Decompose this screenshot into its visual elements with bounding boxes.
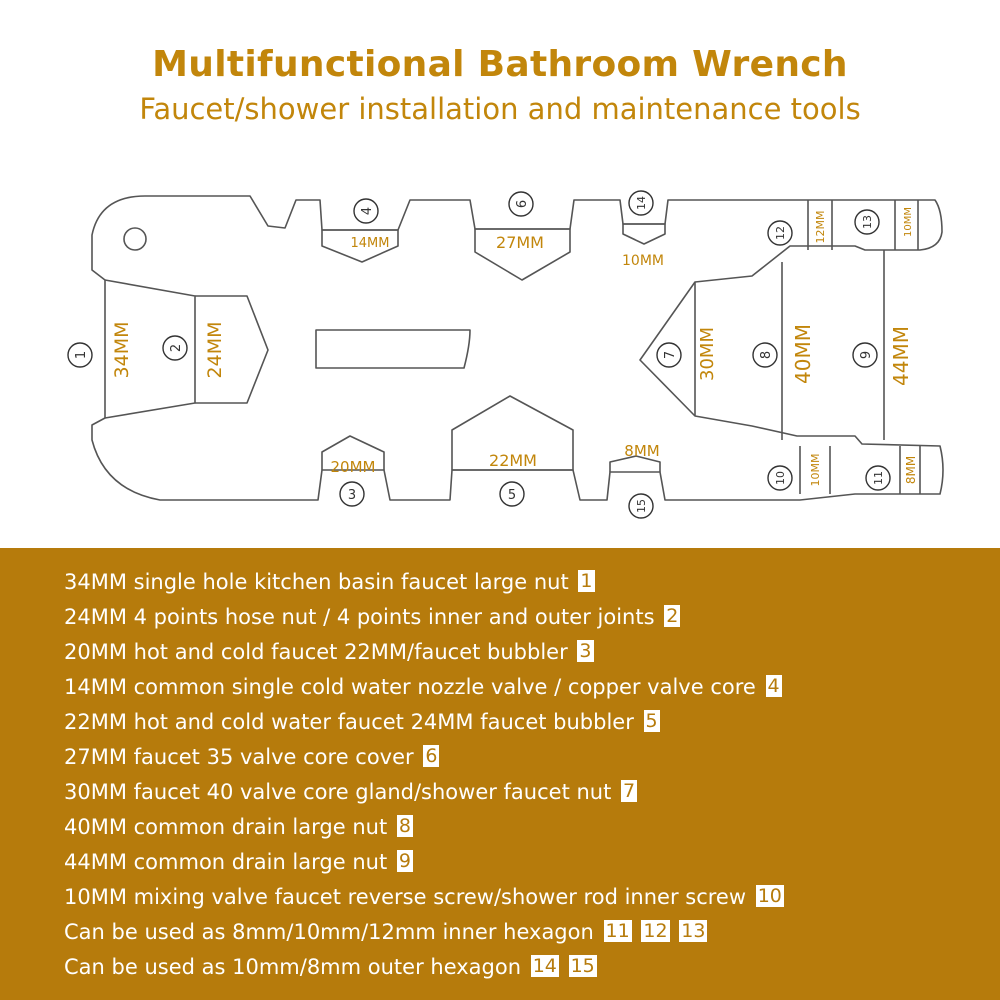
number-badge: 10 — [757, 885, 782, 907]
description-text: Can be used as 8mm/10mm/12mm inner hexagon — [64, 920, 594, 944]
number-badge: 4 — [767, 675, 780, 697]
list-item — [64, 810, 994, 845]
marker-10: 10 — [774, 471, 787, 485]
page-title: Multifunctional Bathroom Wrench — [152, 44, 848, 85]
number-badge: 15 — [570, 955, 595, 977]
list-item — [64, 740, 994, 775]
size-label-22: 22MM — [489, 451, 537, 470]
description-text: 40MM common drain large nut — [64, 815, 388, 839]
number-badge: 14 — [532, 955, 557, 977]
description-text: 14MM common single cold water nozzle valve / copper valve core — [64, 675, 756, 699]
marker-9: 9 — [859, 350, 874, 360]
list-item — [64, 775, 994, 810]
marker-12: 12 — [774, 226, 787, 240]
number-badge: 2 — [666, 605, 679, 627]
description-text: 34MM single hole kitchen basin faucet large nut — [64, 570, 569, 594]
list-item — [64, 880, 994, 915]
marker-13: 13 — [861, 215, 874, 229]
number-badge: 12 — [643, 920, 668, 942]
description-list — [64, 565, 994, 985]
size-label-12: 12MM — [814, 210, 827, 244]
number-badge: 9 — [398, 850, 411, 872]
number-badge: 5 — [645, 710, 658, 732]
number-badge: 6 — [425, 745, 438, 767]
marker-1: 1 — [74, 350, 89, 360]
list-item — [64, 950, 994, 985]
marker-14: 14 — [635, 196, 648, 210]
size-label-27: 27MM — [496, 233, 544, 252]
marker-11: 11 — [872, 471, 885, 485]
center-slot — [316, 330, 470, 368]
description-text: 27MM faucet 35 valve core cover — [64, 745, 414, 769]
size-label-8-outer: 8MM — [624, 442, 660, 460]
marker-6: 6 — [515, 199, 530, 209]
size-label-30: 30MM — [697, 327, 718, 381]
description-text: 20MM hot and cold faucet 22MM/faucet bubbler — [64, 640, 568, 664]
number-badge: 1 — [580, 570, 593, 592]
marker-8: 8 — [759, 350, 774, 360]
description-text: Can be used as 10mm/8mm outer hexagon — [64, 955, 522, 979]
hang-hole — [124, 228, 146, 250]
list-item — [64, 915, 994, 950]
description-text: 22MM hot and cold water faucet 24MM faucet bubbler — [64, 710, 634, 734]
size-label-20: 20MM — [330, 458, 376, 476]
marker-5: 5 — [507, 488, 517, 503]
marker-15: 15 — [635, 499, 648, 513]
description-text: 30MM faucet 40 valve core gland/shower faucet nut — [64, 780, 612, 804]
size-label-8-inner: 8MM — [904, 455, 918, 485]
list-item — [64, 600, 994, 635]
number-badge: 3 — [579, 640, 592, 662]
page-subtitle: Faucet/shower installation and maintenance tools — [139, 92, 861, 126]
list-item — [64, 565, 994, 600]
number-badge: 13 — [681, 920, 706, 942]
size-label-14: 14MM — [350, 236, 390, 251]
size-label-10-inner-top: 10MM — [903, 207, 914, 237]
size-label-24: 24MM — [204, 321, 226, 379]
marker-4: 4 — [360, 206, 375, 216]
list-item — [64, 845, 994, 880]
description-text: 24MM 4 points hose nut / 4 points inner and outer joints — [64, 605, 655, 629]
number-badge: 8 — [398, 815, 411, 837]
size-label-44: 44MM — [889, 326, 913, 386]
size-label-34: 34MM — [111, 321, 133, 379]
list-item — [64, 670, 994, 705]
list-item — [64, 705, 994, 740]
number-badge: 11 — [605, 920, 630, 942]
description-text: 44MM common drain large nut — [64, 850, 388, 874]
description-text: 10MM mixing valve faucet reverse screw/shower rod inner screw — [64, 885, 747, 909]
marker-7: 7 — [663, 350, 678, 360]
list-item — [64, 635, 994, 670]
size-label-10-inner-bottom: 10MM — [809, 453, 822, 487]
number-badge: 7 — [623, 780, 636, 802]
size-label-40: 40MM — [791, 324, 815, 384]
size-label-10-outer: 10MM — [622, 253, 664, 269]
marker-3: 3 — [347, 488, 357, 503]
marker-2: 2 — [169, 343, 184, 353]
